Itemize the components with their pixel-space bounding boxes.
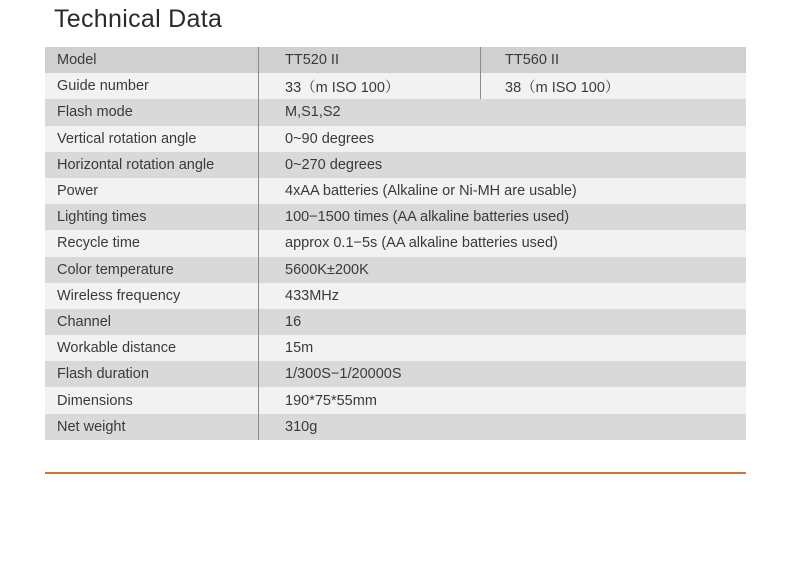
spec-table bbox=[45, 47, 746, 440]
section-divider bbox=[45, 472, 746, 474]
table-row bbox=[45, 361, 746, 387]
model-b-header: TT560 II bbox=[505, 52, 559, 69]
row-label: Recycle time bbox=[45, 230, 259, 256]
row-label: Power bbox=[45, 178, 259, 204]
table-row bbox=[45, 335, 746, 361]
row-value: 15m bbox=[285, 340, 314, 357]
row-value-b: 38（m ISO 100） bbox=[505, 79, 620, 96]
row-value: M,S1,S2 bbox=[285, 104, 341, 121]
table-row bbox=[45, 414, 746, 440]
row-value: 190*75*55mm bbox=[285, 392, 377, 409]
row-label: Color temperature bbox=[45, 257, 259, 283]
table-row bbox=[45, 230, 746, 256]
table-row bbox=[45, 73, 746, 99]
row-label: Guide number bbox=[45, 73, 259, 99]
header-label: Model bbox=[45, 47, 259, 73]
row-value: 310g bbox=[285, 418, 318, 435]
table-row bbox=[45, 152, 746, 178]
table-row bbox=[45, 283, 746, 309]
row-value: 1/300S−1/20000S bbox=[285, 366, 402, 383]
row-value: 16 bbox=[285, 313, 302, 330]
row-label: Workable distance bbox=[45, 335, 259, 361]
row-label: Flash duration bbox=[45, 361, 259, 387]
table-header-row bbox=[45, 47, 746, 73]
row-value: 100−1500 times (AA alkaline batteries used) bbox=[285, 209, 570, 226]
row-label: Dimensions bbox=[45, 387, 259, 413]
row-value: 0~90 degrees bbox=[285, 130, 375, 147]
table-row bbox=[45, 178, 746, 204]
row-label: Vertical rotation angle bbox=[45, 126, 259, 152]
row-label: Horizontal rotation angle bbox=[45, 152, 259, 178]
table-row bbox=[45, 204, 746, 230]
table-row bbox=[45, 309, 746, 335]
row-value: 0~270 degrees bbox=[285, 156, 383, 173]
row-value: 433MHz bbox=[285, 287, 339, 304]
row-label: Channel bbox=[45, 309, 259, 335]
table-row bbox=[45, 257, 746, 283]
row-label: Flash mode bbox=[45, 99, 259, 125]
model-a-header: TT520 II bbox=[259, 47, 481, 73]
page-title: Technical Data bbox=[54, 5, 223, 33]
row-value: approx 0.1−5s (AA alkaline batteries used) bbox=[285, 235, 558, 252]
table-body bbox=[45, 99, 746, 439]
row-value-a: 33（m ISO 100） bbox=[259, 73, 481, 99]
row-value: 5600K±200K bbox=[285, 261, 369, 278]
table-row bbox=[45, 126, 746, 152]
row-value: 4xAA batteries (Alkaline or Ni-MH are usable) bbox=[285, 183, 577, 200]
table-row bbox=[45, 99, 746, 125]
row-label: Net weight bbox=[45, 414, 259, 440]
row-label: Wireless frequency bbox=[45, 283, 259, 309]
row-label: Lighting times bbox=[45, 204, 259, 230]
table-row bbox=[45, 387, 746, 413]
